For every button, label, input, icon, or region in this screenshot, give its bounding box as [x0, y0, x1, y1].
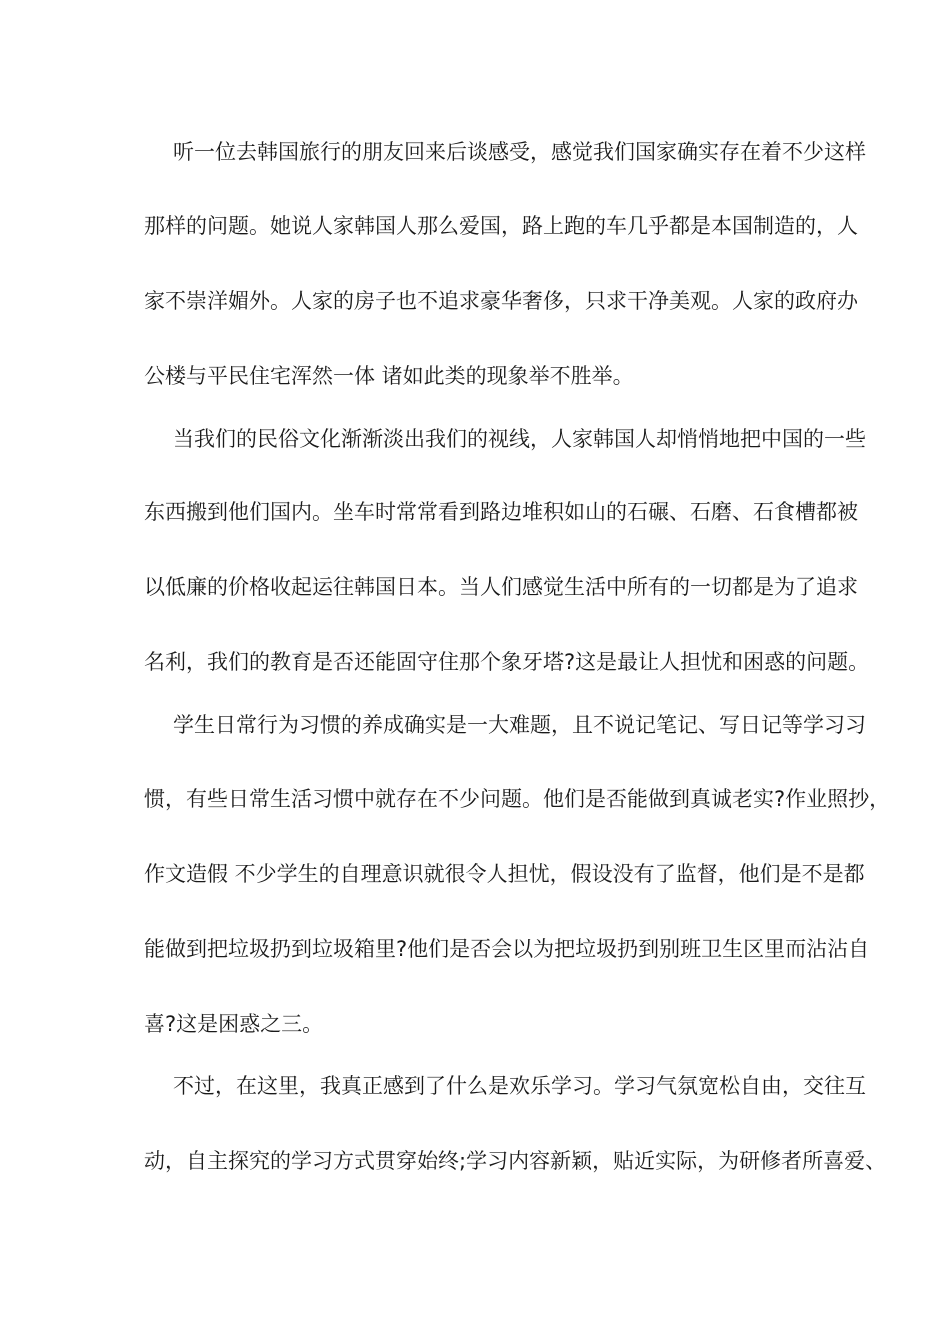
paragraph-2-line-2: 东西搬到他们国内。坐车时常常看到路边堆积如山的石碾、石磨、石食槽都被: [144, 500, 858, 524]
paragraph-2-line-4: 名利，我们的教育是否还能固守住那个象牙塔?这是最让人担忧和困惑的问题。: [144, 650, 870, 674]
paragraph-3-line-3: 作文造假 不少学生的自理意识就很令人担忧，假设没有了监督，他们是不是都: [144, 862, 865, 886]
paragraph-3-line-5: 喜?这是困惑之三。: [144, 1012, 324, 1036]
paragraph-1-line-4: 公楼与平民住宅浑然一体 诸如此类的现象举不胜举。: [144, 364, 634, 388]
paragraph-2-line-1: 当我们的民俗文化渐渐淡出我们的视线，人家韩国人却悄悄地把中国的一些: [173, 427, 866, 451]
paragraph-1-line-3: 家不崇洋媚外。人家的房子也不追求豪华奢侈，只求干净美观。人家的政府办: [144, 289, 858, 313]
paragraph-3-line-4: 能做到把垃圾扔到垃圾箱里?他们是否会以为把垃圾扔到别班卫生区里而沾沾自: [144, 937, 870, 961]
paragraph-1-line-1: 听一位去韩国旅行的朋友回来后谈感受，感觉我们国家确实存在着不少这样: [173, 140, 866, 164]
paragraph-2-line-3: 以低廉的价格收起运往韩国日本。当人们感觉生活中所有的一切都是为了追求: [144, 575, 858, 599]
paragraph-3-line-1: 学生日常行为习惯的养成确实是一大难题，且不说记笔记、写日记等学习习: [173, 713, 866, 737]
paragraph-3-line-2: 惯，有些日常生活习惯中就存在不少问题。他们是否能做到真诚老实?作业照抄，: [144, 787, 891, 811]
paragraph-1-line-2: 那样的问题。她说人家韩国人那么爱国，路上跑的车几乎都是本国制造的，人: [144, 214, 858, 238]
paragraph-4-line-1: 不过，在这里，我真正感到了什么是欢乐学习。学习气氛宽松自由，交往互: [173, 1074, 866, 1098]
paragraph-4-line-2: 动，自主探究的学习方式贯穿始终;学习内容新颖，贴近实际，为研修者所喜爱、: [144, 1149, 887, 1173]
